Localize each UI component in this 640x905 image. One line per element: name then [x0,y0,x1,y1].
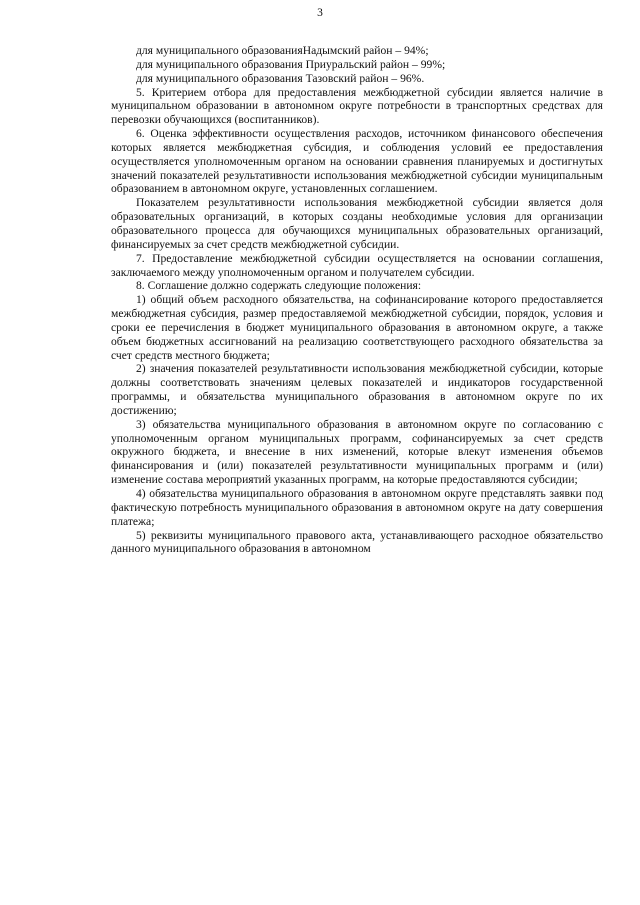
district-line-tazovsky: для муниципального образования Тазовский район – 96%. [136,71,425,85]
paragraph-8-agreement-provisions: 8. Соглашение должно содержать следующие положения: [136,279,422,293]
paragraph-7-agreement-basis: 7. Предоставление межбюджетной субсидии осуществляется на основании соглашения, заключаемого между уполномоченным органом и получателем субсидии. [111,251,603,279]
provision-item-5: 5) реквизиты муниципального правового акта, устанавливающего расходное обязательство данного муниципального образования в автономном [111,528,603,556]
body-text [111,44,603,556]
provision-item-3: 3) обязательства муниципального образования в автономном округе по согласованию с уполномоченным органом муниципальных программ, софинансируемых за счет средств окружного бюджета, и внесение в них изменений, которые влекут изменения объемов финансирования и (или) показателей результативности муниципальных программ и (или) изменение состава мероприятий указанных программ, на которые предоставляются субсидии; [111,417,603,487]
provision-item-4: 4) обязательства муниципального образования в автономном округе представлять заявки под фактическую потребность муниципального образования в автономном округе на дату совершения платежа; [111,487,603,528]
district-line-priuralsky: для муниципального образования Приуральский район – 99%; [136,57,446,71]
paragraph-performance-indicator: Показателем результативности использования межбюджетной субсидии является доля образовательных организаций, в которых созданы необходимые условия для организации образовательного процесса для обучающихся муниципальных образовательных организаций, финансируемых за счет средств межбюджетной субсидии. [111,196,603,251]
provision-item-1: 1) общий объем расходного обязательства, на софинансирование которого предоставляется межбюджетная субсидия, размер предоставляемой межбюджетной субсидии, порядок, условия и сроки ее перечисления в бюджет муниципального образования в автономном округе, а также объем бюджетных ассигнований на реализацию соответствующего расходного обязательства за счет средств местного бюджета; [111,293,603,362]
paragraph-6-efficiency-evaluation: 6. Оценка эффективности осуществления расходов, источником финансового обеспечения которых является межбюджетная субсидия, и соблюдения условий ее предоставления осуществляется уполномоченным органом на основании сравнения планируемых и достигнутых значений показателей результативности использования межбюджетной субсидии муниципальным образованием в автономном округе, установленных соглашением. [111,127,603,196]
page-number: 3 [317,7,323,19]
district-line-nadym: для муниципального образованияНадымский район – 94%; [136,44,429,57]
provision-item-2: 2) значения показателей результативности использования межбюджетной субсидии, которые должны соответствовать значениям целевых показателей и индикаторов государственной программы, и обязательства муниципального образования в автономном округе по их достижению; [111,362,603,417]
paragraph-5-selection-criterion: 5. Критерием отбора для предоставления межбюджетной субсидии является наличие в муниципальном образовании в автономном округе потребности в транспортных средствах для перевозки обучающихся (воспитанников). [111,85,603,127]
